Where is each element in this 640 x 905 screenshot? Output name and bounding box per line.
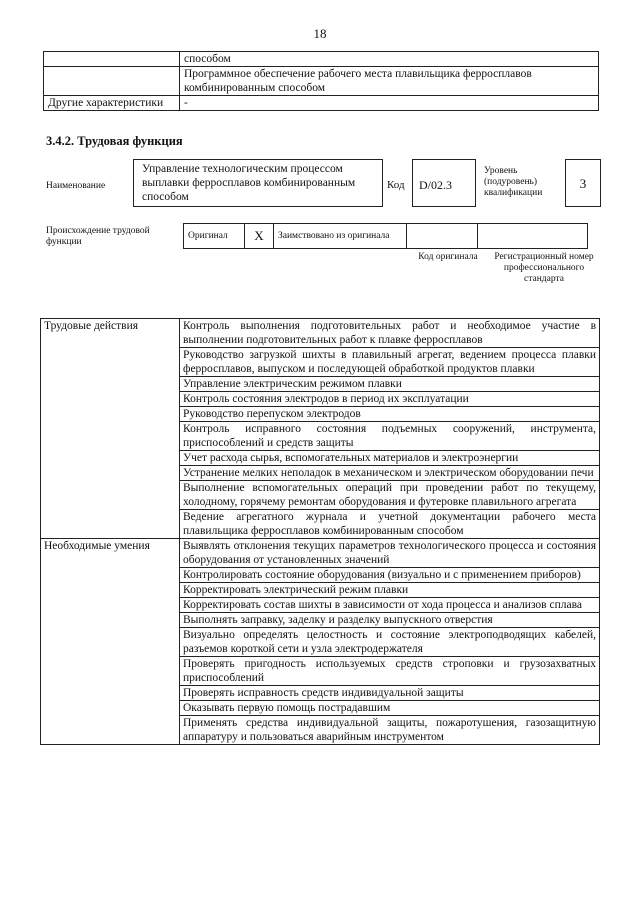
skills-item: Оказывать первую помощь пострадавшим xyxy=(180,701,600,716)
top-table xyxy=(43,51,599,111)
table-row xyxy=(44,52,599,67)
row-label: Другие характеристики xyxy=(44,96,180,111)
code-label: Код xyxy=(387,179,405,191)
reg-number-cell xyxy=(478,224,588,249)
table-row xyxy=(41,319,600,348)
actions-item: Ведение агрегатного журнала и учетной документации рабочего места плавильщика ферросплавов комбинированным способом xyxy=(180,510,600,539)
section-title: 3.4.2. Трудовая функция xyxy=(46,134,183,148)
skills-item: Применять средства индивидуальной защиты, пожаротушения, газозащитную аппаратуру и пользоваться аварийным инструментом xyxy=(180,716,600,745)
actions-label: Трудовые действия xyxy=(41,319,180,539)
origin-label: Происхождение трудовой функции xyxy=(46,226,150,247)
skills-item: Проверять пригодность используемых средств строповки и грузозахватных приспособлений xyxy=(180,657,600,686)
row-label xyxy=(44,67,180,96)
borrowed-label: Заимствовано из оригинала xyxy=(274,224,407,249)
actions-item: Руководство перепуском электродов xyxy=(180,407,600,422)
table-row xyxy=(44,96,599,111)
row-label xyxy=(44,52,180,67)
actions-item: Учет расхода сырья, вспомогательных материалов и электроэнергии xyxy=(180,451,600,466)
skills-item: Корректировать состав шихты в зависимости от хода процесса и анализов сплава xyxy=(180,598,600,613)
table-row xyxy=(41,539,600,568)
origin-table xyxy=(183,223,588,249)
function-name: Управление технологическим процессом выплавки ферросплавов комбинированным способом xyxy=(133,159,383,207)
level-label: Уровень (подуровень) квалификации xyxy=(484,166,543,198)
level-value: 3 xyxy=(565,159,601,207)
function-code: D/02.3 xyxy=(412,159,476,207)
actions-item: Контроль состояния электродов в период их эксплуатации xyxy=(180,392,600,407)
row-value: способом xyxy=(180,52,599,67)
code-original-cell xyxy=(407,224,478,249)
actions-item: Управление электрическим режимом плавки xyxy=(180,377,600,392)
table-row xyxy=(184,224,588,249)
page-number: 18 xyxy=(313,26,327,41)
actions-item: Устранение мелких неполадок в механическом и электрическом оборудовании печи xyxy=(180,466,600,481)
original-mark: X xyxy=(245,224,274,249)
skills-item: Визуально определять целостность и состояние электроподводящих кабелей, разъемов короткой сети и узла электродержателя xyxy=(180,628,600,657)
actions-item: Контроль исправного состояния подъемных сооружений, инструмента, приспособлений и средств защиты xyxy=(180,422,600,451)
row-value: Программное обеспечение рабочего места плавильщика ферросплавов комбинированным способом xyxy=(180,67,599,96)
reg-number-caption: Регистрационный номер профессионального стандарта xyxy=(494,252,594,284)
actions-item: Руководство загрузкой шихты в плавильный агрегат, ведением процесса плавки ферросплавов, выпуском и последующей обработкой продуктов плавки xyxy=(180,348,600,377)
actions-item: Выполнение вспомогательных операций при проведении работ по текущему, холодному, горячему ремонтам оборудования и футеровке плавильного агрегата xyxy=(180,481,600,510)
actions-item: Контроль выполнения подготовительных работ и необходимое участие в выполнении подготовительных работ к плавке ферросплавов xyxy=(180,319,600,348)
skills-item: Корректировать электрический режим плавки xyxy=(180,583,600,598)
main-table xyxy=(40,318,600,745)
code-original-caption: Код оригинала xyxy=(418,252,478,262)
name-label: Наименование xyxy=(46,181,106,191)
skills-item: Проверять исправность средств индивидуальной защиты xyxy=(180,686,600,701)
skills-item: Выполнять заправку, заделку и разделку выпускного отверстия xyxy=(180,613,600,628)
original-label: Оригинал xyxy=(184,224,245,249)
table-row xyxy=(44,67,599,96)
row-value: - xyxy=(180,96,599,111)
skills-label: Необходимые умения xyxy=(41,539,180,745)
skills-item: Контролировать состояние оборудования (визуально и с применением приборов) xyxy=(180,568,600,583)
skills-item: Выявлять отклонения текущих параметров технологического процесса и состояния оборудования от установленных значений xyxy=(180,539,600,568)
